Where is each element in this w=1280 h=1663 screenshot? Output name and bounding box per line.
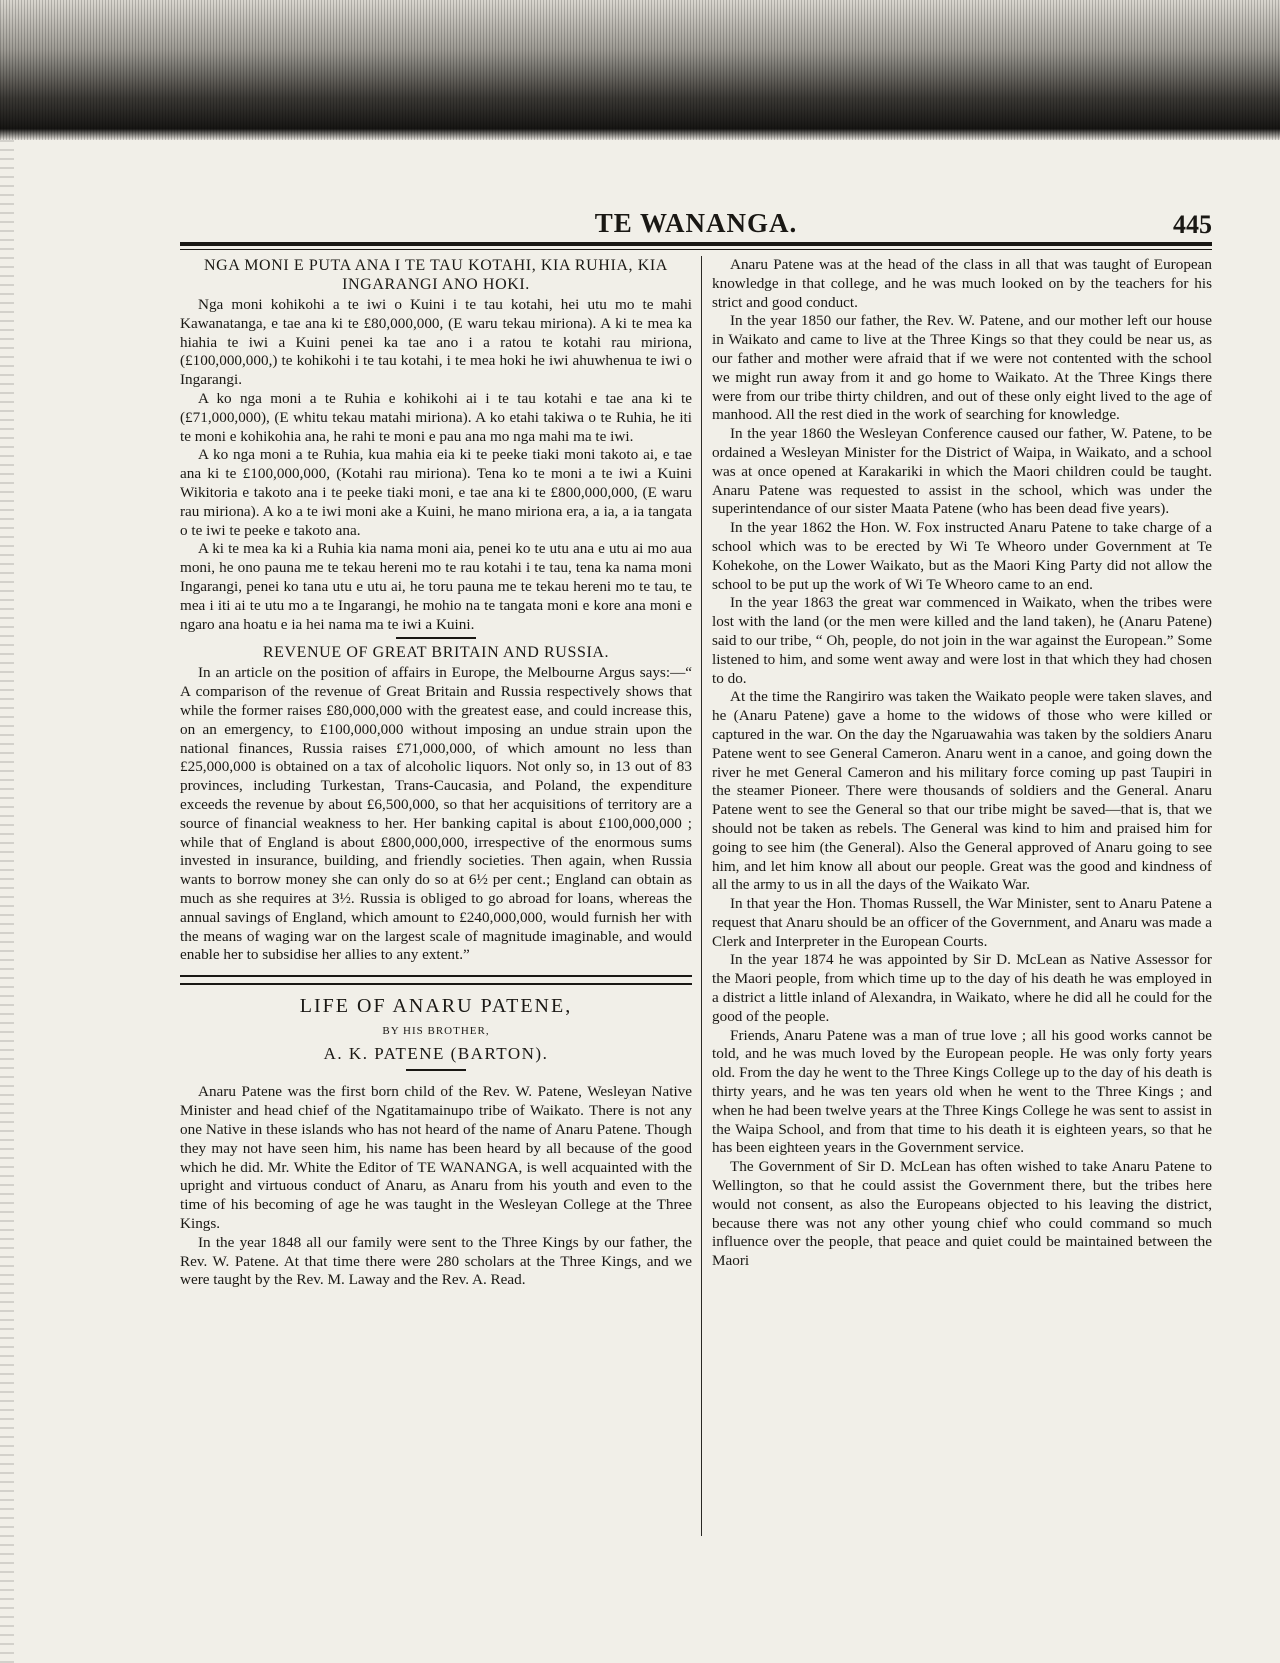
author-name: A. K. PATENE (BARTON). [323, 1043, 549, 1063]
paragraph: In the year 1850 our father, the Rev. W. Patene, and our mother left our house in Waikato and came to live at the Three Kings so that they could be near us, as our father and mother were afraid that if we were not contented with the school we might run away from it and go home to Waikato. At the Three Kings there were from our tribe thirty children, and out of these only eight lived to the age of manhood. All the rest died in the work of searching for knowledge. [712, 312, 1212, 424]
paragraph: In an article on the position of affairs in Europe, the Melbourne Argus says:—“ A comparison of the revenue of Great Britain and Russia respectively shows that while the former raises £80,000,000 with the greatest ease, and could increase this, on an emergency, to £100,000,000 without imposing an undue strain upon the national finances, Russia raises £71,000,000, of which amount no less than £25,000,000 is obtained on a tax of alcoholic liquors. Not only so, in 13 out of 83 provinces, including Turkestan, Trans-Caucasia, and Poland, the expenditure exceeds the revenue by about £6,500,000, so that her acquisitions of territory are a source of financial weakness to her. Her banking capital is about £100,000,000 ; while that of England is about £800,000,000, irrespective of the enormous sums invested in insurance, building, and friendly societies. Then again, when Russia wants to borrow money she can only do so at 6½ per cent.; England can obtain as much as she requires at 3½. Russia is obliged to go abroad for loans, whereas the annual savings of England, which amount to £240,000,000, would furnish her with the means of waging war on the largest scale of magnitude imaginable, and would enable her to subsidise her allies to any extent.” [180, 664, 692, 964]
paragraph: A ko nga moni a te Ruhia e kohikohi ai i te tau kotahi e tae ana ki te (£71,000,000), (E whitu tekau matahi miriona). A ko etahi takiwa o te Ruhia, he iti te moni e kohikohia ana, he rahi te moni e pau ana mo nga mahi ma te iwi. [180, 389, 692, 445]
page-number: 445 [1173, 210, 1212, 239]
paragraph: The Government of Sir D. McLean has often wished to take Anaru Patene to Wellington, so that he could assist the Government there, but the tribes here would not consent, as also the Europeans objected to his leaving the district, because there was not any other young chief who could command so much influence over the people, that peace and quiet could be maintained between the Maori [712, 1158, 1212, 1270]
paragraph: Nga moni kohikohi a te iwi o Kuini i te tau kotahi, hei utu mo te mahi Kawanatanga, e tae ana ki te £80,000,000, (E waru tekau miriona). A ki te mea ka hiahia te iwi a Kuini penei ka tae ano i a ratou te kotahi rau miriona, (£100,000,000,) te kohikohi i te tau kotahi, i te mea hoki he iwi ahuwhenua te iwi o Ingarangi. [180, 296, 692, 389]
section-divider [406, 1069, 466, 1071]
left-column [180, 256, 692, 1290]
article-title-maori: NGA MONI E PUTA ANA I TE TAU KOTAHI, KIA RUHIA, KIA INGARANGI ANO HOKI. [204, 257, 668, 293]
masthead: TE WANANGA. [594, 208, 798, 238]
double-rule-divider [180, 975, 692, 985]
section-divider [396, 637, 476, 639]
paragraph: Friends, Anaru Patene was a man of true love ; all his good works cannot be told, and he was much loved by the European people. He was only forty years old. From the day he went to the Three Kings College up to the day of his death is thirty years, and he was ten years old when he went to the Three Kings ; and when he had been twelve years at the Three Kings College he was sent to assist in the Waipa School, and from that time to his death it is eighteen years, so that he has been eighteen years in the Government service. [712, 1026, 1212, 1157]
paragraph: In the year 1863 the great war commenced in Waikato, when the tribes were lost with the land (or the men were killed and the land taken), he (Anaru Patene) said to our tribe, “ Oh, people, do not join in the war against the European.” Some listened to him, and some went away and were lost in that which they had chosen to do. [712, 594, 1212, 687]
paragraph: A ki te mea ka ki a Ruhia kia nama moni aia, penei ko te utu ana e utu ai mo aua moni, he ono pauna me te tekau hereni mo te rau kotahi i te tau, tena ka nama moni Ingarangi, penei ko tana utu e utu ai, he toru pauna me te tekau hereni mo te tau, te mea i iti ai te utu mo a te Ingarangi, he mohio na te tangata moni e kore ana moni e ngaro ana hoatu e ia hei nama ma te iwi a Kuini. [180, 540, 692, 633]
header-rule-thin [180, 249, 1212, 250]
column-rule [701, 256, 702, 1536]
paragraph: Anaru Patene was at the head of the class in all that was taught of European knowledge in that college, and he was much looked on by the teachers for his strict and good conduct. [712, 256, 1212, 311]
scan-border-left [0, 140, 14, 1663]
right-column [712, 256, 1212, 1271]
article-title-life: LIFE OF ANARU PATENE, [299, 995, 573, 1018]
article-title-revenue: REVENUE OF GREAT BRITAIN AND RUSSIA. [262, 644, 610, 662]
paragraph: In the year 1874 he was appointed by Sir D. McLean as Native Assessor for the Maori people, from which time up to the day of his death he was employed in a district a little inland of Alexandra, in Waikato, where he did all he could for the good of the people. [712, 951, 1212, 1025]
paragraph: At the time the Rangiriro was taken the Waikato people were taken slaves, and he (Anaru Patene) gave a home to the widows of those who were killed or captured in the war. On the day the Ngaruawahia was taken by the soldiers Anaru Patene went to see General Cameron. Anaru went in a canoe, and going down the river he met General Cameron and his military force coming up past Taupiri in the steamer Pioneer. There were thousands of soldiers and the General. Anaru Patene went to see the General so that our tribe might be saved—that is, that we should not be taken as rebels. The General was kind to him and praised him for going to see him (the General). Also the General approved of Anaru going to see him, and let him know all about our people. Great was the good and kindness of all the army to us in all the days of the Waikato War. [712, 688, 1212, 894]
scan-border-top [0, 0, 1280, 140]
paragraph: In that year the Hon. Thomas Russell, the War Minister, sent to Anaru Patene a request that Anaru should be an officer of the Government, and Anaru was made a Clerk and Interpreter in the European Courts. [712, 895, 1212, 950]
byline: BY HIS BROTHER, [382, 1024, 490, 1037]
header-rule [180, 242, 1212, 246]
paragraph: In the year 1862 the Hon. W. Fox instructed Anaru Patene to take charge of a school which was to be erected by Wi Te Wheoro under Government at Te Kohekohe, on the Lower Waikato, but as the Maori King Party did not allow the school to be put up the work of Wi Te Wheoro came to an end. [712, 519, 1212, 593]
paragraph: Anaru Patene was the first born child of the Rev. W. Patene, Wesleyan Native Minister and head chief of the Ngatitamainupo tribe of Waikato. There is not any one Native in these islands who has not heard of the name of Anaru Patene. Though they may not have seen him, his name has been heard by all because of the good which he did. Mr. White the Editor of TE WANANGA, is well acquainted with the upright and virtuous conduct of Anaru, as Anaru from his youth and even to the time of his becoming of age he was taught in the Wesleyan College at the Three Kings. [180, 1083, 692, 1233]
paragraph: A ko nga moni a te Ruhia, kua mahia eia ki te peeke tiaki moni takoto ai, e tae ana ki te £100,000,000, (Kotahi rau miriona). Tena ko te moni a te iwi a Kuini Wikitoria e takoto ana i te peeke tiaki moni, e tae ana ki te £800,000,000, (E waru rau miriona). A ko a te iwi moni ake a Kuini, he mano miriona era, a ia, a ia tangata o te iwi te peeke e takoto ana. [180, 446, 692, 539]
paragraph: In the year 1848 all our family were sent to the Three Kings by our father, the Rev. W. Patene. At that time there were 280 scholars at the Three Kings, and we were taught by the Rev. M. Laway and the Rev. A. Read. [180, 1233, 692, 1289]
paragraph: In the year 1860 the Wesleyan Conference caused our father, W. Patene, to be ordained a Wesleyan Minister for the District of Waipa, in Waikato, and a school was at once opened at Karakariki in which the Maori children could be taught. Anaru Patene was requested to assist in the school, which was under the superintendance of our sister Maata Patene (who has been dead five years). [712, 425, 1212, 518]
